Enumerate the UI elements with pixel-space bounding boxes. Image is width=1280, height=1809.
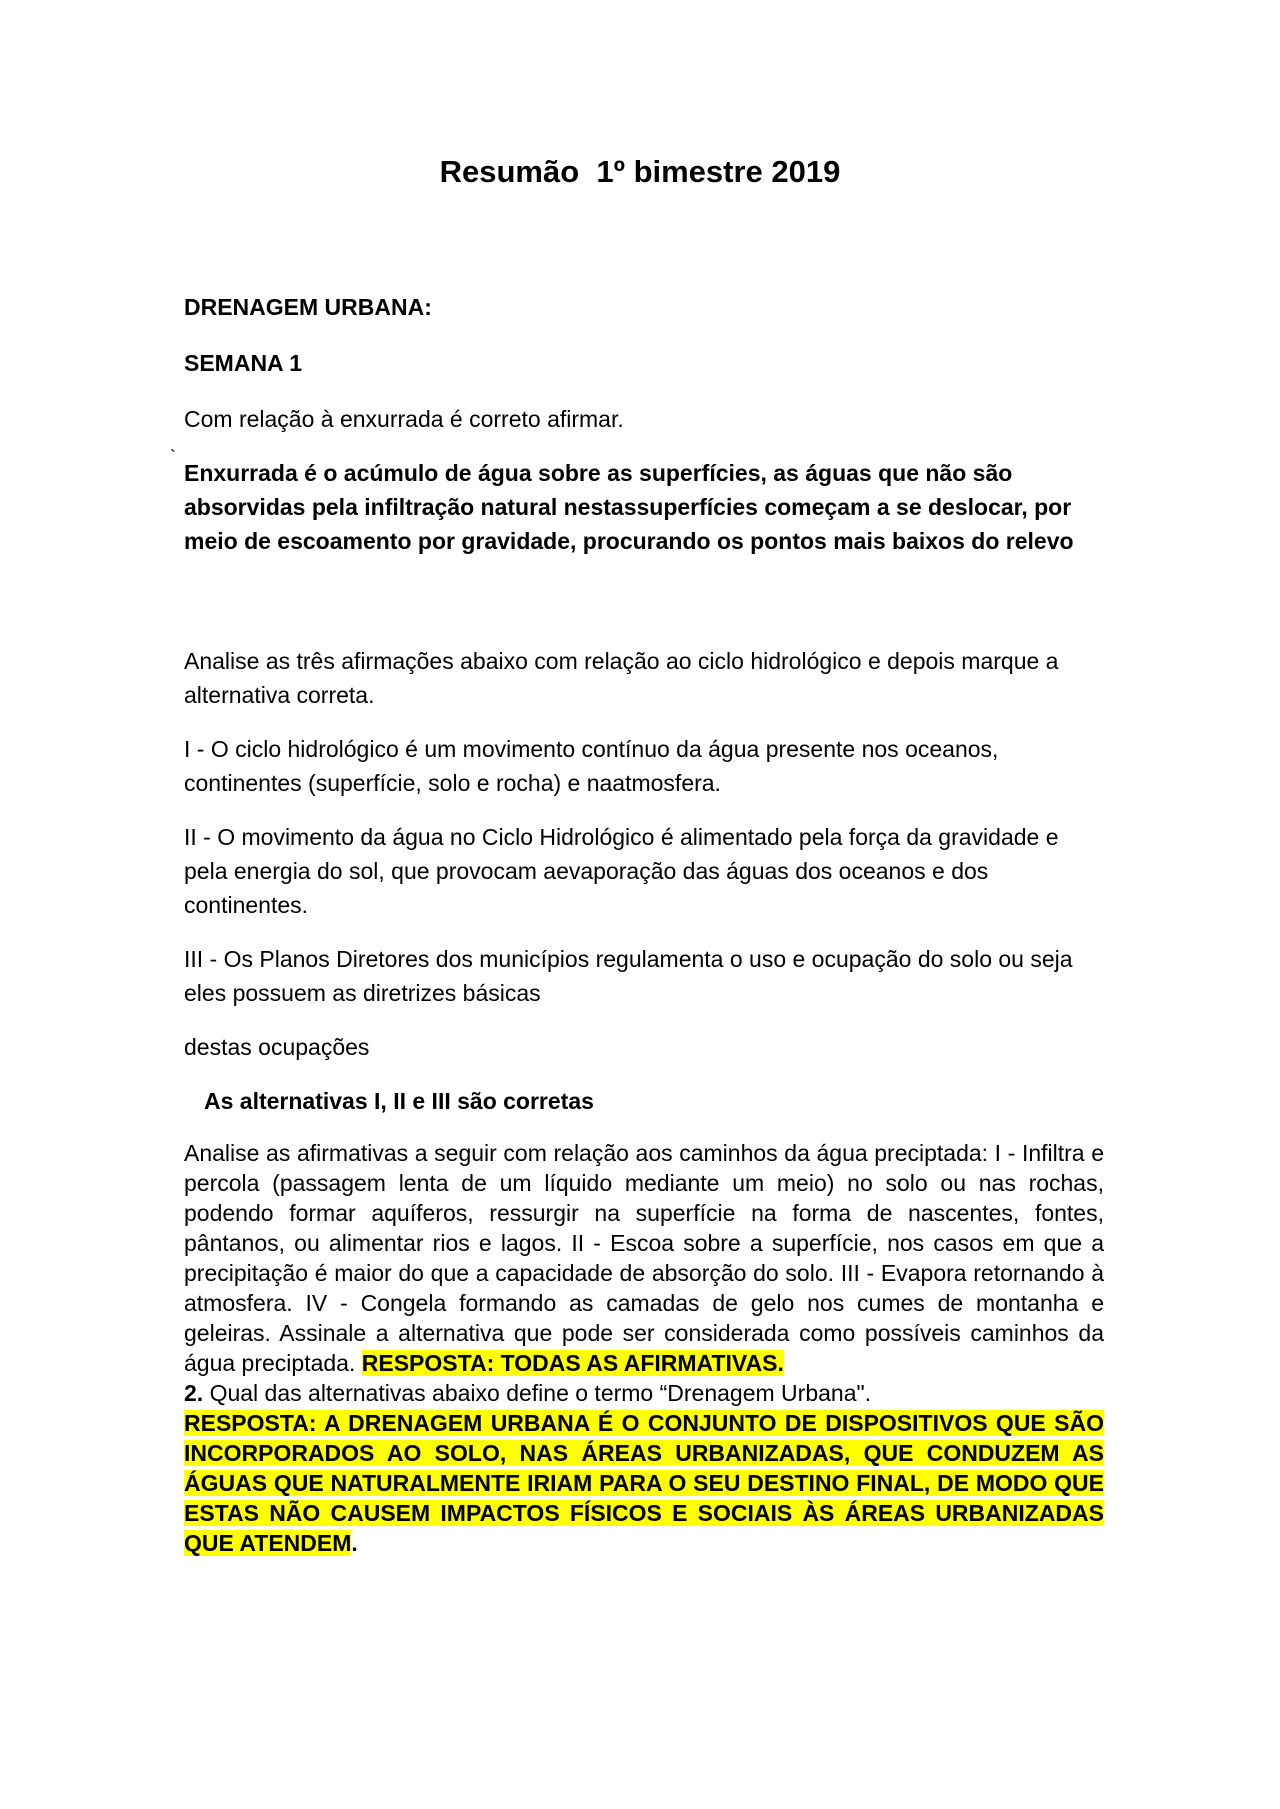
question-2-item-3-continued: destas ocupações xyxy=(184,1034,370,1060)
question-3-answer-highlight: RESPOSTA: TODAS AS AFIRMATIVAS. xyxy=(361,1350,784,1376)
question-4-number: 2. xyxy=(184,1380,204,1406)
question-2-item-1: I - O ciclo hidrológico é um movimento contínuo da água presente nos oceanos, continentes (superfície, solo e rocha) e naatmosfera. xyxy=(184,736,999,796)
question-4-answer-period: . xyxy=(351,1530,358,1556)
question-3-text xyxy=(184,1138,1104,1378)
question-4-answer xyxy=(184,1408,1104,1558)
question-1-prompt: Com relação à enxurrada é correto afirmar. xyxy=(184,406,624,432)
page-title: Resumão 1º bimestre 2019 xyxy=(439,154,841,189)
stray-mark: ` xyxy=(170,447,176,467)
question-2-prompt: Analise as três afirmações abaixo com relação ao ciclo hidrológico e depois marque a alternativa correta. xyxy=(184,648,1059,708)
question-2-answer: As alternativas I, II e III são corretas xyxy=(204,1088,594,1114)
question-2-item-2: II - O movimento da água no Ciclo Hidrológico é alimentado pela força da gravidade e pela energia do sol, que provocam aevaporação das águas dos oceanos e dos continentes. xyxy=(184,824,1059,918)
spacer xyxy=(184,578,1104,644)
question-4-body: Qual das alternativas abaixo define o termo “Drenagem Urbana". xyxy=(203,1380,872,1406)
document-body xyxy=(184,290,1104,1558)
question-3-body: Analise as afirmativas a seguir com relação aos caminhos da água preciptada: I - Infiltra e percola (passagem lenta de um líquido mediante um meio) no solo ou nas rochas, podendo formar aquíferos, ressurgir na superfície na forma de nascentes, fontes, pântanos, ou alimentar rios e lagos. II - Escoa sobre a superfície, nos casos em que a precipitação é maior do que a capacidade de absorção do solo. III - Evapora retornando à atmosfera. IV - Congela formando as camadas de gelo nos cumes de montanha e geleiras. Assinale a alternativa que pode ser considerada como possíveis caminhos da água preciptada. xyxy=(184,1140,1104,1376)
question-4-text xyxy=(184,1378,1104,1408)
question-1-answer: Enxurrada é o acúmulo de água sobre as superfícies, as águas que não são absorvidas pela infiltração natural nestassuperfícies começam a se deslocar, por meio de escoamento por gravidade, procurando os pontos mais baixos do relevo xyxy=(184,460,1074,554)
question-4-answer-highlight: RESPOSTA: A DRENAGEM URBANA É O CONJUNTO DE DISPOSITIVOS QUE SÃO INCORPORADOS AO SOLO, NAS ÁREAS URBANIZADAS, QUE CONDUZEM AS ÁGUAS QUE NATURALMENTE IRIAM PARA O SEU DESTINO FINAL, DE MODO QUE ESTAS NÃO CAUSEM IMPACTOS FÍSICOS E SOCIAIS ÀS ÁREAS URBANIZADAS QUE ATENDEM xyxy=(184,1410,1104,1556)
question-2-item-3: III - Os Planos Diretores dos municípios regulamenta o uso e ocupação do solo ou seja eles possuem as diretrizes básicas xyxy=(184,946,1073,1006)
week-heading: SEMANA 1 xyxy=(184,350,302,376)
section-heading: DRENAGEM URBANA: xyxy=(184,294,432,320)
